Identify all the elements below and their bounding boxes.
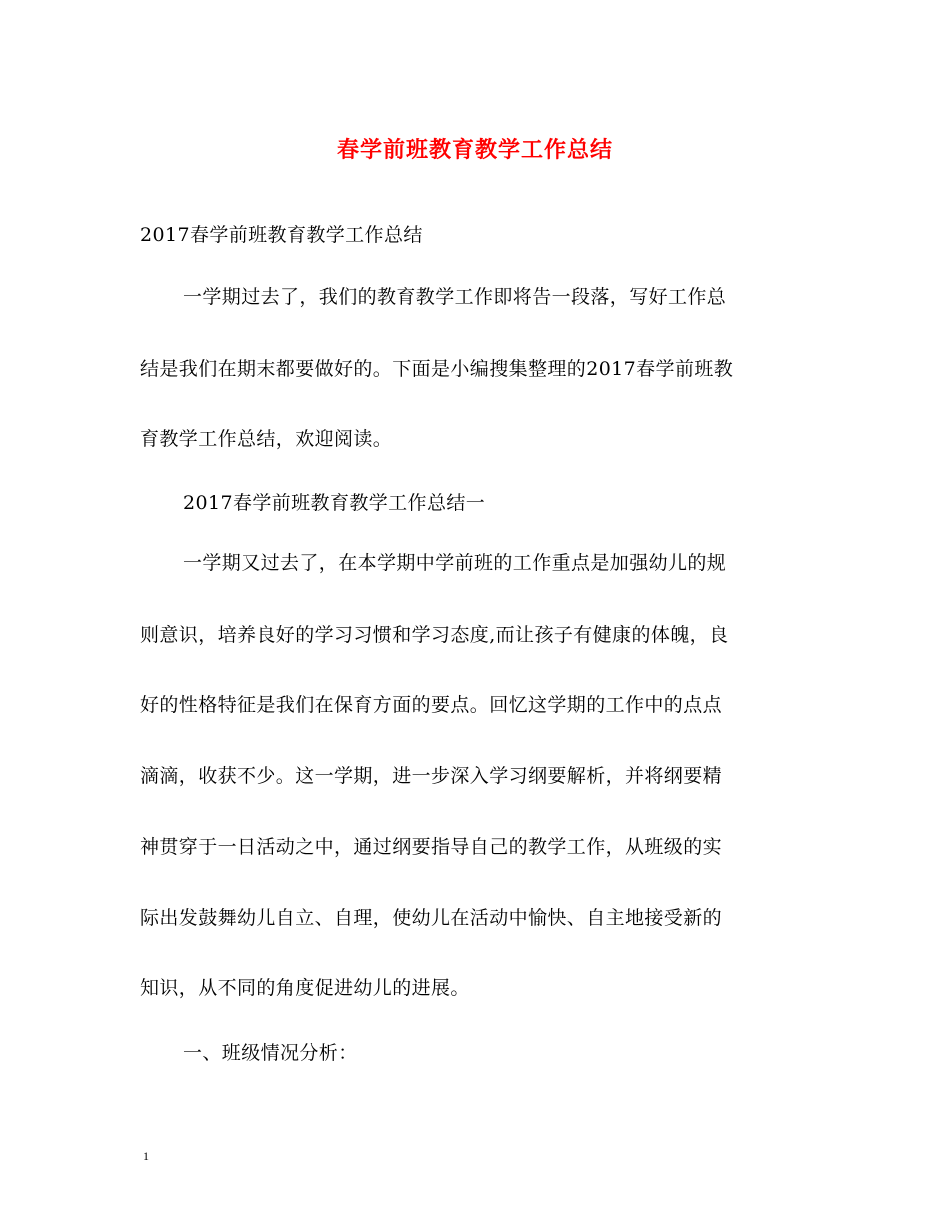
- body-line: 际出发鼓舞幼儿自立、自理，使幼儿在活动中愉快、自主地接受新的: [140, 907, 723, 929]
- page-number: 1: [143, 1149, 149, 1163]
- class-analysis-heading: 一、班级情况分析：: [183, 1042, 358, 1064]
- intro-line: 结是我们在期末都要做好的。下面是小编搜集整理的2017春学前班教: [140, 358, 734, 380]
- document-subtitle: 2017春学前班教育教学工作总结: [140, 224, 423, 246]
- intro-line: 育教学工作总结，欢迎阅读。: [140, 428, 393, 450]
- section-heading: 2017春学前班教育教学工作总结一: [183, 492, 486, 514]
- body-line: 一学期又过去了，在本学期中学前班的工作重点是加强幼儿的规: [183, 552, 727, 574]
- body-line: 知识，从不同的角度促进幼儿的进展。: [140, 977, 470, 999]
- intro-line: 一学期过去了，我们的教育教学工作即将告一段落，写好工作总: [183, 286, 727, 308]
- body-line: 好的性格特征是我们在保育方面的要点。回忆这学期的工作中的点点: [140, 694, 723, 716]
- body-line: 则意识，培养良好的学习习惯和学习态度,而让孩子有健康的体魄，良: [140, 624, 729, 646]
- document-title: 春学前班教育教学工作总结: [336, 137, 613, 163]
- body-line: 神贯穿于一日活动之中，通过纲要指导自己的教学工作，从班级的实: [140, 836, 723, 858]
- body-line: 滴滴，收获不少。这一学期，进一步深入学习纲要解析，并将纲要精: [140, 765, 723, 787]
